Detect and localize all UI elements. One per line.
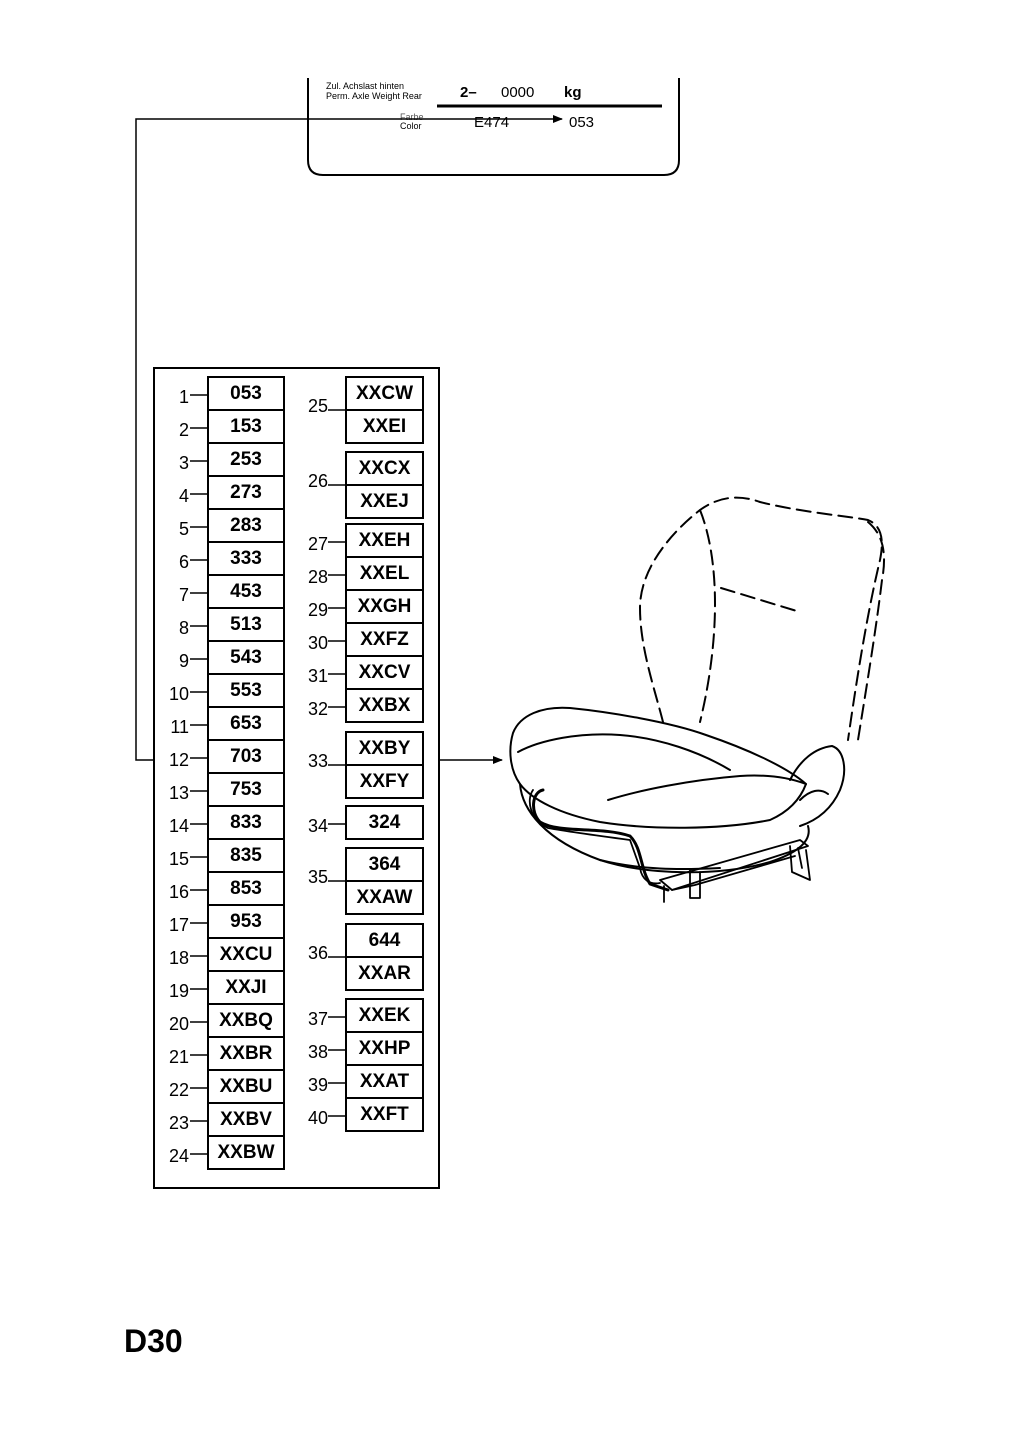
seat-recliner-cover <box>790 746 844 826</box>
part-code: XXGH <box>357 596 412 617</box>
part-number: 15 <box>168 849 189 869</box>
part-code: XXAW <box>356 887 413 908</box>
part-group <box>308 623 423 656</box>
part-number: 29 <box>307 600 328 620</box>
part-code: XXBQ <box>219 1010 273 1031</box>
part-entry <box>170 707 284 740</box>
part-number: 18 <box>168 948 189 968</box>
page-label: D30 <box>124 1323 183 1359</box>
part-number: 30 <box>307 633 328 653</box>
seat-cushion <box>510 708 808 873</box>
part-code: 753 <box>230 779 262 800</box>
part-number: 11 <box>170 717 189 737</box>
part-number: 27 <box>307 534 328 554</box>
part-number: 14 <box>168 816 189 836</box>
part-group <box>308 377 423 443</box>
seat-recliner-detail <box>800 791 828 800</box>
part-group <box>308 590 423 623</box>
part-group <box>308 806 423 839</box>
part-code: 853 <box>230 878 262 899</box>
part-code: XXEL <box>359 563 410 584</box>
part-entry <box>169 1103 284 1136</box>
part-group <box>308 999 423 1032</box>
part-code: 553 <box>230 680 262 701</box>
part-number: 38 <box>307 1042 328 1062</box>
part-entry <box>179 608 284 641</box>
part-code: 333 <box>230 548 262 569</box>
part-entry <box>169 773 284 806</box>
part-number: 35 <box>307 867 328 887</box>
part-entry <box>169 1037 284 1070</box>
part-number: 33 <box>307 751 328 771</box>
part-number: 17 <box>168 915 189 935</box>
color-label-en: Color <box>400 121 422 131</box>
part-code: 253 <box>230 449 262 470</box>
part-group <box>308 452 423 518</box>
part-number: 6 <box>178 552 189 572</box>
part-number: 13 <box>168 783 189 803</box>
part-code: XXCU <box>219 944 273 965</box>
part-number: 8 <box>178 618 189 638</box>
part-group <box>308 1098 423 1131</box>
part-number: 40 <box>307 1108 328 1128</box>
part-code: XXCX <box>358 458 411 479</box>
part-number: 16 <box>168 882 189 902</box>
part-code: XXBU <box>219 1076 273 1097</box>
part-entry <box>179 476 284 509</box>
part-number: 37 <box>307 1009 328 1029</box>
part-number: 7 <box>178 585 189 605</box>
part-number: 25 <box>307 396 328 416</box>
part-number: 5 <box>178 519 189 539</box>
part-number: 26 <box>307 471 328 491</box>
part-code: 833 <box>230 812 262 833</box>
part-code: 283 <box>230 515 262 536</box>
axle-value: 0000 <box>501 84 535 101</box>
part-entry <box>179 410 284 443</box>
part-entry <box>179 641 284 674</box>
part-entry <box>179 575 284 608</box>
axle-unit: kg <box>564 84 582 101</box>
part-entry <box>169 1004 284 1037</box>
part-entry <box>179 443 284 476</box>
part-number: 36 <box>307 943 328 963</box>
part-code: XXCW <box>356 383 413 404</box>
part-code: XXFT <box>360 1104 409 1125</box>
part-code: 644 <box>368 930 401 951</box>
part-code: XXBY <box>358 738 411 759</box>
part-group <box>308 689 423 722</box>
part-entry <box>169 674 284 707</box>
part-number: 32 <box>307 699 328 719</box>
part-number: 4 <box>178 486 189 506</box>
part-code: XXBX <box>358 695 411 716</box>
part-code: 703 <box>230 746 262 767</box>
part-code: 273 <box>230 482 262 503</box>
part-number: 28 <box>307 567 328 587</box>
part-code: 153 <box>230 416 262 437</box>
part-code: 953 <box>230 911 262 932</box>
part-code: 364 <box>368 854 401 875</box>
part-code: 453 <box>230 581 262 602</box>
part-group <box>308 848 423 914</box>
part-code: 513 <box>230 614 262 635</box>
part-entry <box>169 1136 284 1169</box>
part-entry <box>169 938 284 971</box>
part-number: 24 <box>168 1146 189 1166</box>
part-number: 1 <box>178 387 189 407</box>
part-entry <box>179 377 284 410</box>
part-code: 543 <box>230 647 262 668</box>
part-entry <box>169 806 284 839</box>
part-entry <box>179 509 284 542</box>
part-number: 22 <box>168 1080 189 1100</box>
seat-illustration <box>510 498 884 902</box>
part-group <box>308 557 423 590</box>
color-result: 053 <box>569 114 595 131</box>
part-group <box>308 924 423 990</box>
parts-column-left <box>169 377 284 1169</box>
part-code: XXCV <box>358 662 411 683</box>
leader-line-to-plate <box>136 119 562 760</box>
part-code: XXFY <box>359 771 410 792</box>
part-code: XXEK <box>358 1005 411 1026</box>
seat-rail <box>530 790 810 902</box>
part-entry <box>179 542 284 575</box>
part-code: XXAR <box>358 963 411 984</box>
part-number: 21 <box>168 1047 189 1067</box>
axle-prefix: 2– <box>460 84 477 101</box>
parts-column-right <box>308 377 423 1131</box>
part-entry <box>169 839 284 872</box>
part-code: XXBW <box>217 1142 275 1163</box>
part-group <box>308 1032 423 1065</box>
part-number: 19 <box>168 981 189 1001</box>
part-entry <box>169 740 284 773</box>
part-number: 9 <box>178 651 189 671</box>
part-group <box>308 656 423 689</box>
part-code: XXEI <box>362 416 407 437</box>
part-group <box>308 732 423 798</box>
label-plate <box>308 78 679 175</box>
seat-backrest <box>640 498 884 740</box>
part-code: 053 <box>230 383 262 404</box>
part-number: 20 <box>168 1014 189 1034</box>
part-code: XXJI <box>225 977 267 998</box>
part-number: 3 <box>178 453 189 473</box>
color-code: E474 <box>474 114 510 131</box>
seat-adjust-cable <box>534 790 668 890</box>
part-code: XXHP <box>358 1038 411 1059</box>
part-number: 10 <box>168 684 189 704</box>
part-code: XXFZ <box>360 629 409 650</box>
part-number: 23 <box>168 1113 189 1133</box>
part-code: XXBV <box>220 1109 272 1130</box>
part-number: 2 <box>178 420 189 440</box>
part-number: 34 <box>307 816 328 836</box>
part-entry <box>169 905 284 938</box>
part-code: 653 <box>230 713 262 734</box>
part-number: 12 <box>168 750 189 770</box>
part-group <box>308 524 423 557</box>
axle-label-de: Zul. Achslast hinten <box>326 81 405 91</box>
part-entry <box>169 1070 284 1103</box>
part-number: 31 <box>307 666 328 686</box>
color-label-de: Farbe <box>400 112 424 122</box>
part-code: XXEJ <box>360 491 409 512</box>
part-code: 324 <box>368 812 401 833</box>
part-code: XXBR <box>219 1043 273 1064</box>
part-entry <box>169 971 284 1004</box>
part-entry <box>169 872 284 905</box>
part-number: 39 <box>307 1075 328 1095</box>
part-code: XXEH <box>358 530 411 551</box>
part-group <box>308 1065 423 1098</box>
part-code: 835 <box>230 845 262 866</box>
part-code: XXAT <box>359 1071 410 1092</box>
axle-label-en: Perm. Axle Weight Rear <box>326 91 422 101</box>
